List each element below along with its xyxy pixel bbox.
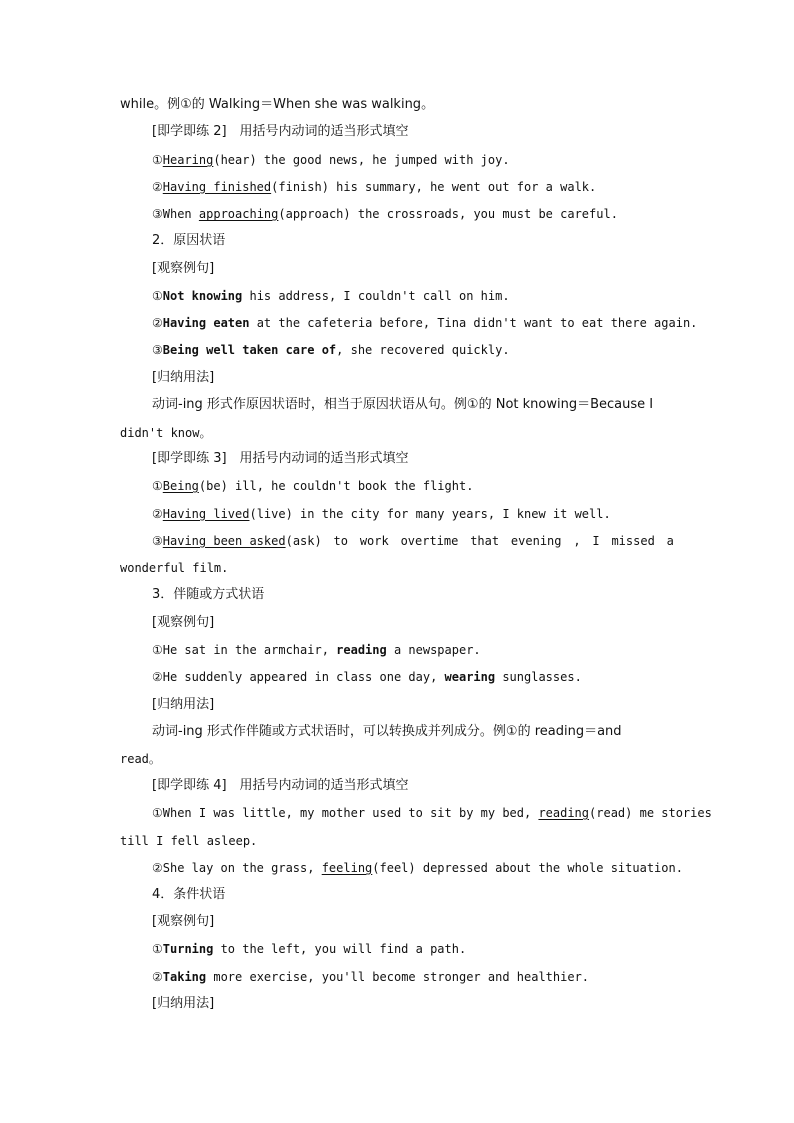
example-sentence (152, 969, 589, 985)
text: 3．伴随或方式状语 (152, 587, 265, 602)
exercise-sentence (152, 152, 510, 168)
answer-underlined: approaching (198, 207, 279, 221)
example-sentence (152, 315, 697, 331)
text: ① (152, 479, 163, 493)
text: (be) ill, he couldn't book the flight. (198, 479, 474, 493)
bold-phrase: Turning (162, 942, 214, 956)
answer-underlined: Having been asked (162, 534, 286, 548)
subsection-label (152, 697, 214, 713)
text: ② (152, 970, 163, 984)
exercise-heading (152, 124, 409, 140)
exercise-sentence (152, 805, 712, 821)
text: missed (611, 534, 655, 548)
text: ① (152, 942, 163, 956)
bold-phrase: wearing (444, 670, 496, 684)
bold-phrase: Being well taken care of (162, 343, 337, 357)
subsection-label (152, 615, 214, 631)
text: to the left, you will find a path. (213, 942, 467, 956)
text: (ask) (285, 534, 322, 548)
subsection-label (152, 370, 214, 386)
text: a (666, 534, 674, 548)
usage-paragraph-continuation (120, 751, 161, 767)
text: ① (152, 289, 163, 303)
text: to (333, 534, 348, 548)
text: [观察例句] (152, 261, 215, 276)
text: sunglasses. (495, 670, 582, 684)
answer-underlined: Being (162, 479, 199, 493)
exercise-heading (152, 778, 409, 794)
text: ① (152, 153, 163, 167)
text: didn't know。 (120, 426, 212, 440)
text: ②He suddenly appeared in class one day, (152, 670, 445, 684)
text: till I fell asleep. (120, 834, 258, 848)
text: ③ (152, 343, 163, 357)
section-heading (152, 887, 225, 903)
bold-phrase: Taking (162, 970, 207, 984)
example-sentence (152, 941, 466, 957)
text: ①When I was little, my mother used to sit by my bed, (152, 806, 539, 820)
text: (read) me stories (589, 806, 712, 820)
text: ② (152, 507, 163, 521)
subsection-label (152, 996, 214, 1012)
exercise-sentence-continuation (120, 833, 257, 849)
usage-paragraph (152, 397, 653, 413)
text: 4．条件状语 (152, 887, 226, 902)
exercise-sentence (152, 179, 596, 195)
usage-paragraph-continuation (120, 425, 211, 441)
text: wonderful film. (120, 561, 229, 575)
text: 动词-ing 形式作伴随或方式状语时，可以转换成并列成分。例①的 reading＝and (152, 724, 622, 739)
exercise-sentence-continuation (120, 560, 228, 576)
text: evening (510, 534, 562, 548)
paragraph-continuation (120, 97, 434, 113)
text: (feel) depressed about the whole situation. (372, 861, 683, 875)
text: work (359, 534, 389, 548)
text: [即学即练 2] 用括号内动词的适当形式填空 (152, 124, 409, 139)
text: his address, I couldn't call on him. (242, 289, 510, 303)
answer-underlined: feeling (321, 861, 373, 875)
text: ② (152, 316, 163, 330)
example-sentence (152, 669, 582, 685)
example-sentence (152, 642, 481, 658)
text: while。例①的 Walking＝When she was walking。 (120, 97, 435, 112)
text: 2．原因状语 (152, 233, 226, 248)
example-sentence (152, 288, 510, 304)
text: a newspaper. (386, 643, 481, 657)
text: [归纳用法] (152, 697, 215, 712)
answer-underlined: Having finished (162, 180, 272, 194)
example-sentence (152, 342, 510, 358)
section-heading (152, 587, 264, 603)
exercise-sentence (152, 478, 473, 494)
answer-underlined: Hearing (162, 153, 214, 167)
text: [即学即练 3] 用括号内动词的适当形式填空 (152, 451, 409, 466)
text: , (573, 534, 581, 548)
text: , she recovered quickly. (336, 343, 510, 357)
text: [即学即练 4] 用括号内动词的适当形式填空 (152, 778, 409, 793)
exercise-sentence (152, 206, 618, 222)
answer-underlined: reading (538, 806, 590, 820)
text: [归纳用法] (152, 370, 215, 385)
text: (live) in the city for many years, I knew it well. (249, 507, 611, 521)
exercise-sentence (152, 860, 683, 876)
text: ② (152, 180, 163, 194)
section-heading (152, 233, 225, 249)
bold-phrase: Having eaten (162, 316, 250, 330)
bold-phrase: reading (336, 643, 387, 657)
text: [观察例句] (152, 615, 215, 630)
exercise-sentence-justified (152, 533, 674, 549)
exercise-heading (152, 451, 409, 467)
bold-phrase: Not knowing (162, 289, 243, 303)
answer-underlined: Having lived (162, 507, 250, 521)
text: at the cafeteria before, Tina didn't want to eat there again. (249, 316, 698, 330)
text: [观察例句] (152, 914, 215, 929)
usage-paragraph (152, 724, 622, 740)
subsection-label (152, 261, 214, 277)
text: overtime (400, 534, 459, 548)
exercise-sentence (152, 506, 611, 522)
text: 动词-ing 形式作原因状语时，相当于原因状语从句。例①的 Not knowing＝Because I (152, 397, 654, 412)
text: (finish) his summary, he went out for a walk. (271, 180, 597, 194)
text: (approach) the crossroads, you must be careful. (278, 207, 618, 221)
text: ③ (152, 534, 163, 548)
text: read。 (120, 752, 161, 766)
text: that (470, 534, 500, 548)
text: ①He sat in the armchair, (152, 643, 337, 657)
text: ②She lay on the grass, (152, 861, 322, 875)
text: ③When (152, 207, 199, 221)
text: I (592, 534, 600, 548)
subsection-label (152, 914, 214, 930)
text: [归纳用法] (152, 996, 215, 1011)
text: (hear) the good news, he jumped with joy. (213, 153, 510, 167)
text: more exercise, you'll become stronger and healthier. (206, 970, 590, 984)
